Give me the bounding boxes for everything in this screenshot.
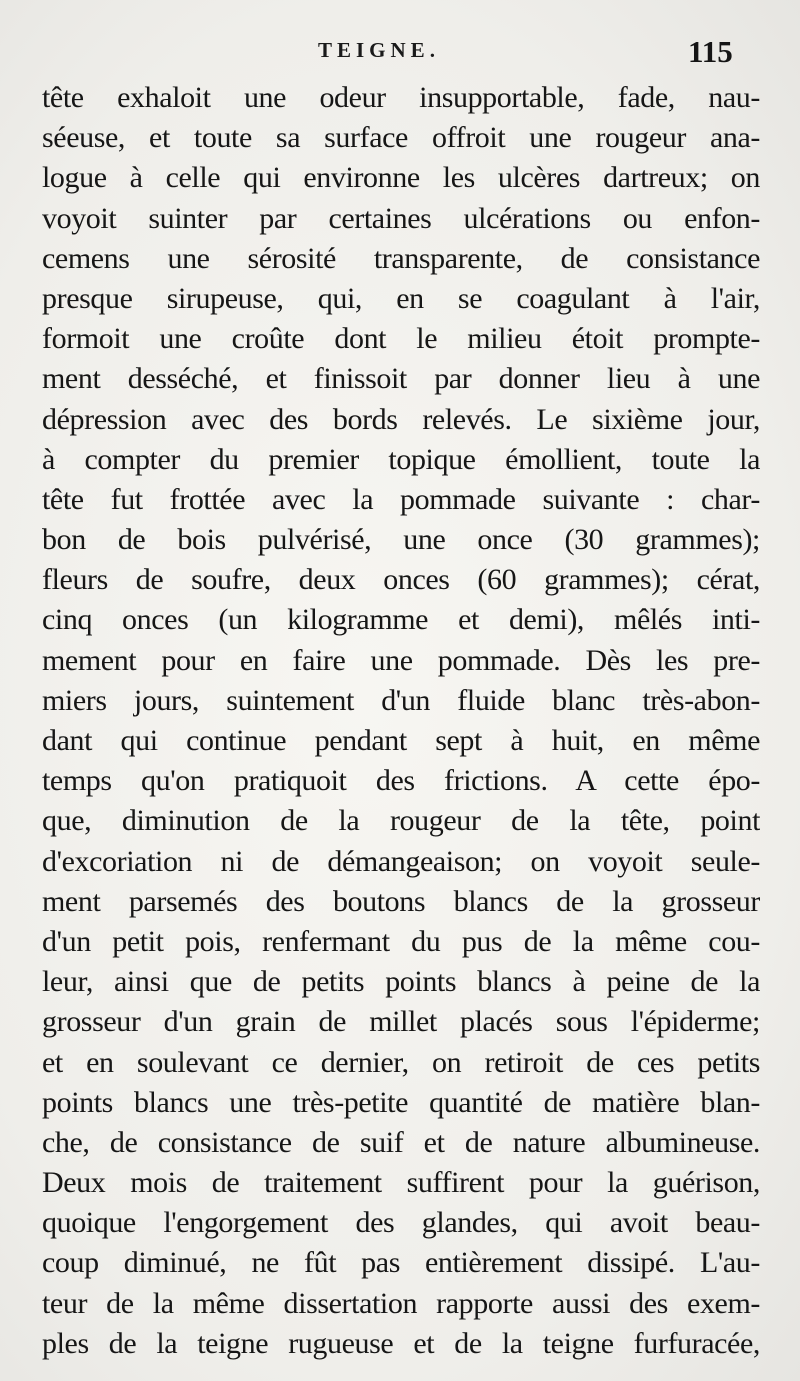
text-line: che, de consistance de suif et de nature albumineuse. xyxy=(42,1125,760,1159)
text-line: temps qu'on pratiquoit des frictions. A cette épo- xyxy=(42,764,760,798)
text-line: tête fut frottée avec la pommade suivante : char- xyxy=(42,482,760,516)
text-line: formoit une croûte dont le milieu étoit prompte- xyxy=(42,322,760,356)
text-line: tête exhaloit une odeur insupportable, fade, nau- xyxy=(42,81,760,114)
text-line: ment parsemés des boutons blancs de la grosseur xyxy=(42,884,760,918)
text-line: ples de la teigne rugueuse et de la teigne furfuracée, xyxy=(42,1326,760,1360)
running-title: TEIGNE. xyxy=(318,38,440,62)
page-number: 115 xyxy=(688,34,733,69)
text-line: dant qui continue pendant sept à huit, en même xyxy=(42,724,760,757)
text-line: d'un petit pois, renfermant du pus de la même cou- xyxy=(42,924,760,958)
text-line: Deux mois de traitement suffirent pour la guérison, xyxy=(42,1166,760,1200)
text-line: points blancs une très-petite quantité de matière blan- xyxy=(42,1085,760,1119)
text-line: mement pour en faire une pommade. Dès les pre- xyxy=(42,643,760,677)
text-line: coup diminué, ne fût pas entièrement dissipé. L'au- xyxy=(42,1246,760,1280)
text-line: dépression avec des bords relevés. Le sixième jour, xyxy=(42,402,760,436)
text-line: cemens une sérosité transparente, de consistance xyxy=(42,241,760,275)
text-line: d'excoriation ni de démangeaison; on voyoit seule- xyxy=(42,844,760,878)
text-line: presque sirupeuse, qui, en se coagulant à l'air, xyxy=(42,281,760,315)
text-line: leur, ainsi que de petits points blancs à peine de la xyxy=(42,965,760,999)
text-line: miers jours, suintement d'un fluide blanc très-abon- xyxy=(42,683,760,717)
text-line: logue à celle qui environne les ulcères dartreux; on xyxy=(42,161,760,195)
text-line: et en soulevant ce dernier, on retiroit de ces petits xyxy=(42,1045,760,1079)
body-text xyxy=(42,78,760,1364)
text-line: que, diminution de la rougeur de la tête, point xyxy=(42,804,760,838)
text-line: ment desséché, et finissoit par donner lieu à une xyxy=(42,362,760,396)
text-line: cinq onces (un kilogramme et demi), mêlés inti- xyxy=(42,603,760,637)
text-line: bon de bois pulvérisé, une once (30 grammes); xyxy=(42,523,760,557)
text-line: voyoit suinter par certaines ulcérations ou enfon- xyxy=(42,201,760,235)
text-line: quoique l'engorgement des glandes, qui avoit beau- xyxy=(42,1206,760,1240)
page-header xyxy=(0,34,800,74)
text-line: teur de la même dissertation rapporte aussi des exem- xyxy=(42,1286,760,1320)
text-line: à compter du premier topique émollient, toute la xyxy=(42,442,760,476)
text-line: fleurs de soufre, deux onces (60 grammes); cérat, xyxy=(42,563,760,597)
text-line: grosseur d'un grain de millet placés sous l'épiderme; xyxy=(42,1005,760,1039)
text-line: séeuse, et toute sa surface offroit une rougeur ana- xyxy=(42,121,760,155)
